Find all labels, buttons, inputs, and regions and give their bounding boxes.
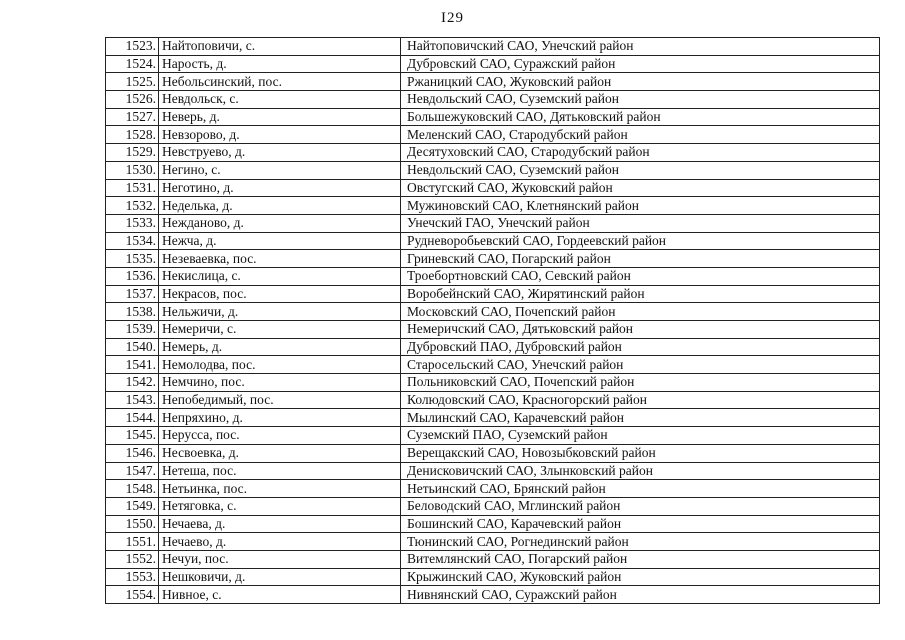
administrative-unit: Старосельский САО, Унечский район <box>401 356 880 374</box>
administrative-unit: Унечский ГАО, Унечский район <box>401 214 880 232</box>
settlement-name: Нарость, д. <box>159 55 401 73</box>
administrative-unit: Немеричский САО, Дятьковский район <box>401 321 880 339</box>
table-row <box>106 55 880 73</box>
table-row <box>106 108 880 126</box>
settlement-name: Неготино, д. <box>159 179 401 197</box>
table-row <box>106 568 880 586</box>
row-number: 1530. <box>106 161 159 179</box>
settlements-table <box>105 37 880 604</box>
row-number: 1554. <box>106 586 159 604</box>
row-number: 1527. <box>106 108 159 126</box>
settlement-name: Несвоевка, д. <box>159 444 401 462</box>
settlement-name: Незеваевка, пос. <box>159 250 401 268</box>
table-row <box>106 550 880 568</box>
administrative-unit: Большежуковский САО, Дятьковский район <box>401 108 880 126</box>
settlement-name: Нечаево, д. <box>159 533 401 551</box>
settlement-name: Непряхино, д. <box>159 409 401 427</box>
row-number: 1537. <box>106 285 159 303</box>
row-number: 1550. <box>106 515 159 533</box>
settlement-name: Непобедимый, пос. <box>159 391 401 409</box>
settlement-name: Нежданово, д. <box>159 214 401 232</box>
administrative-unit: Польниковский САО, Почепский район <box>401 374 880 392</box>
table-row <box>106 391 880 409</box>
settlement-name: Нетьинка, пос. <box>159 480 401 498</box>
table-row <box>106 250 880 268</box>
administrative-unit: Невдольский САО, Суземский район <box>401 161 880 179</box>
settlement-name: Нетяговка, с. <box>159 497 401 515</box>
administrative-unit: Овстугский САО, Жуковский район <box>401 179 880 197</box>
row-number: 1546. <box>106 444 159 462</box>
administrative-unit: Дубровский САО, Суражский район <box>401 55 880 73</box>
administrative-unit: Ржаницкий САО, Жуковский район <box>401 73 880 91</box>
row-number: 1551. <box>106 533 159 551</box>
administrative-unit: Мылинский САО, Карачевский район <box>401 409 880 427</box>
table-row <box>106 73 880 91</box>
row-number: 1544. <box>106 409 159 427</box>
table-row <box>106 515 880 533</box>
row-number: 1539. <box>106 321 159 339</box>
table-row <box>106 161 880 179</box>
row-number: 1533. <box>106 214 159 232</box>
table-row <box>106 232 880 250</box>
administrative-unit: Нивнянский САО, Суражский район <box>401 586 880 604</box>
table-row <box>106 462 880 480</box>
administrative-unit: Десятуховский САО, Стародубский район <box>401 144 880 162</box>
row-number: 1529. <box>106 144 159 162</box>
settlement-name: Немерь, д. <box>159 338 401 356</box>
administrative-unit: Беловодский САО, Мглинский район <box>401 497 880 515</box>
administrative-unit: Московский САО, Почепский район <box>401 303 880 321</box>
table-row <box>106 497 880 515</box>
administrative-unit: Дубровский ПАО, Дубровский район <box>401 338 880 356</box>
administrative-unit: Воробейнский САО, Жирятинский район <box>401 285 880 303</box>
administrative-unit: Гриневский САО, Погарский район <box>401 250 880 268</box>
administrative-unit: Найтоповичский САО, Унечский район <box>401 38 880 56</box>
administrative-unit: Крыжинский САО, Жуковский район <box>401 568 880 586</box>
administrative-unit: Рудневоробьевский САО, Гордеевский район <box>401 232 880 250</box>
table-row <box>106 409 880 427</box>
administrative-unit: Витемлянский САО, Погарский район <box>401 550 880 568</box>
settlement-name: Найтоповичи, с. <box>159 38 401 56</box>
table-row <box>106 586 880 604</box>
table-row <box>106 427 880 445</box>
table-row <box>106 197 880 215</box>
row-number: 1542. <box>106 374 159 392</box>
table-row <box>106 480 880 498</box>
row-number: 1536. <box>106 267 159 285</box>
settlement-name: Невзорово, д. <box>159 126 401 144</box>
administrative-unit: Бошинский САО, Карачевский район <box>401 515 880 533</box>
administrative-unit: Денисковичский САО, Злынковский район <box>401 462 880 480</box>
table-row <box>106 126 880 144</box>
administrative-unit: Невдольский САО, Суземский район <box>401 91 880 109</box>
administrative-unit: Колюдовский САО, Красногорский район <box>401 391 880 409</box>
page-number: I29 <box>441 10 464 26</box>
row-number: 1548. <box>106 480 159 498</box>
row-number: 1541. <box>106 356 159 374</box>
table-row <box>106 533 880 551</box>
administrative-unit: Мужиновский САО, Клетнянский район <box>401 197 880 215</box>
settlement-name: Немолодва, пос. <box>159 356 401 374</box>
row-number: 1532. <box>106 197 159 215</box>
table-row <box>106 179 880 197</box>
settlement-name: Невдольск, с. <box>159 91 401 109</box>
row-number: 1535. <box>106 250 159 268</box>
settlement-name: Нежча, д. <box>159 232 401 250</box>
row-number: 1549. <box>106 497 159 515</box>
settlement-name: Нешковичи, д. <box>159 568 401 586</box>
settlement-name: Негино, с. <box>159 161 401 179</box>
table-row <box>106 144 880 162</box>
settlement-name: Нечуи, пос. <box>159 550 401 568</box>
settlement-name: Неделька, д. <box>159 197 401 215</box>
row-number: 1538. <box>106 303 159 321</box>
administrative-unit: Суземский ПАО, Суземский район <box>401 427 880 445</box>
table-row <box>106 303 880 321</box>
administrative-unit: Нетьинский САО, Брянский район <box>401 480 880 498</box>
row-number: 1553. <box>106 568 159 586</box>
settlement-name: Неверь, д. <box>159 108 401 126</box>
row-number: 1526. <box>106 91 159 109</box>
row-number: 1543. <box>106 391 159 409</box>
row-number: 1552. <box>106 550 159 568</box>
table-row <box>106 444 880 462</box>
row-number: 1547. <box>106 462 159 480</box>
row-number: 1528. <box>106 126 159 144</box>
row-number: 1534. <box>106 232 159 250</box>
settlement-name: Нерусса, пос. <box>159 427 401 445</box>
table-row <box>106 321 880 339</box>
row-number: 1524. <box>106 55 159 73</box>
settlement-name: Немеричи, с. <box>159 321 401 339</box>
settlement-name: Нечаева, д. <box>159 515 401 533</box>
table-row <box>106 214 880 232</box>
settlement-name: Невструево, д. <box>159 144 401 162</box>
table-row <box>106 356 880 374</box>
settlement-name: Нивное, с. <box>159 586 401 604</box>
administrative-unit: Троебортновский САО, Севский район <box>401 267 880 285</box>
table-row <box>106 267 880 285</box>
row-number: 1525. <box>106 73 159 91</box>
row-number: 1545. <box>106 427 159 445</box>
row-number: 1523. <box>106 38 159 56</box>
settlement-name: Некрасов, пос. <box>159 285 401 303</box>
table-body <box>106 38 880 604</box>
settlement-name: Немчино, пос. <box>159 374 401 392</box>
settlement-name: Нетеша, пос. <box>159 462 401 480</box>
row-number: 1540. <box>106 338 159 356</box>
administrative-unit: Меленский САО, Стародубский район <box>401 126 880 144</box>
settlement-name: Некислица, с. <box>159 267 401 285</box>
table-row <box>106 38 880 56</box>
administrative-unit: Верещакский САО, Новозыбковский район <box>401 444 880 462</box>
administrative-unit: Тюнинский САО, Рогнединский район <box>401 533 880 551</box>
table-row <box>106 374 880 392</box>
table-row <box>106 338 880 356</box>
table-row <box>106 285 880 303</box>
settlement-name: Нельжичи, д. <box>159 303 401 321</box>
row-number: 1531. <box>106 179 159 197</box>
settlement-name: Небольсинский, пос. <box>159 73 401 91</box>
table-row <box>106 91 880 109</box>
